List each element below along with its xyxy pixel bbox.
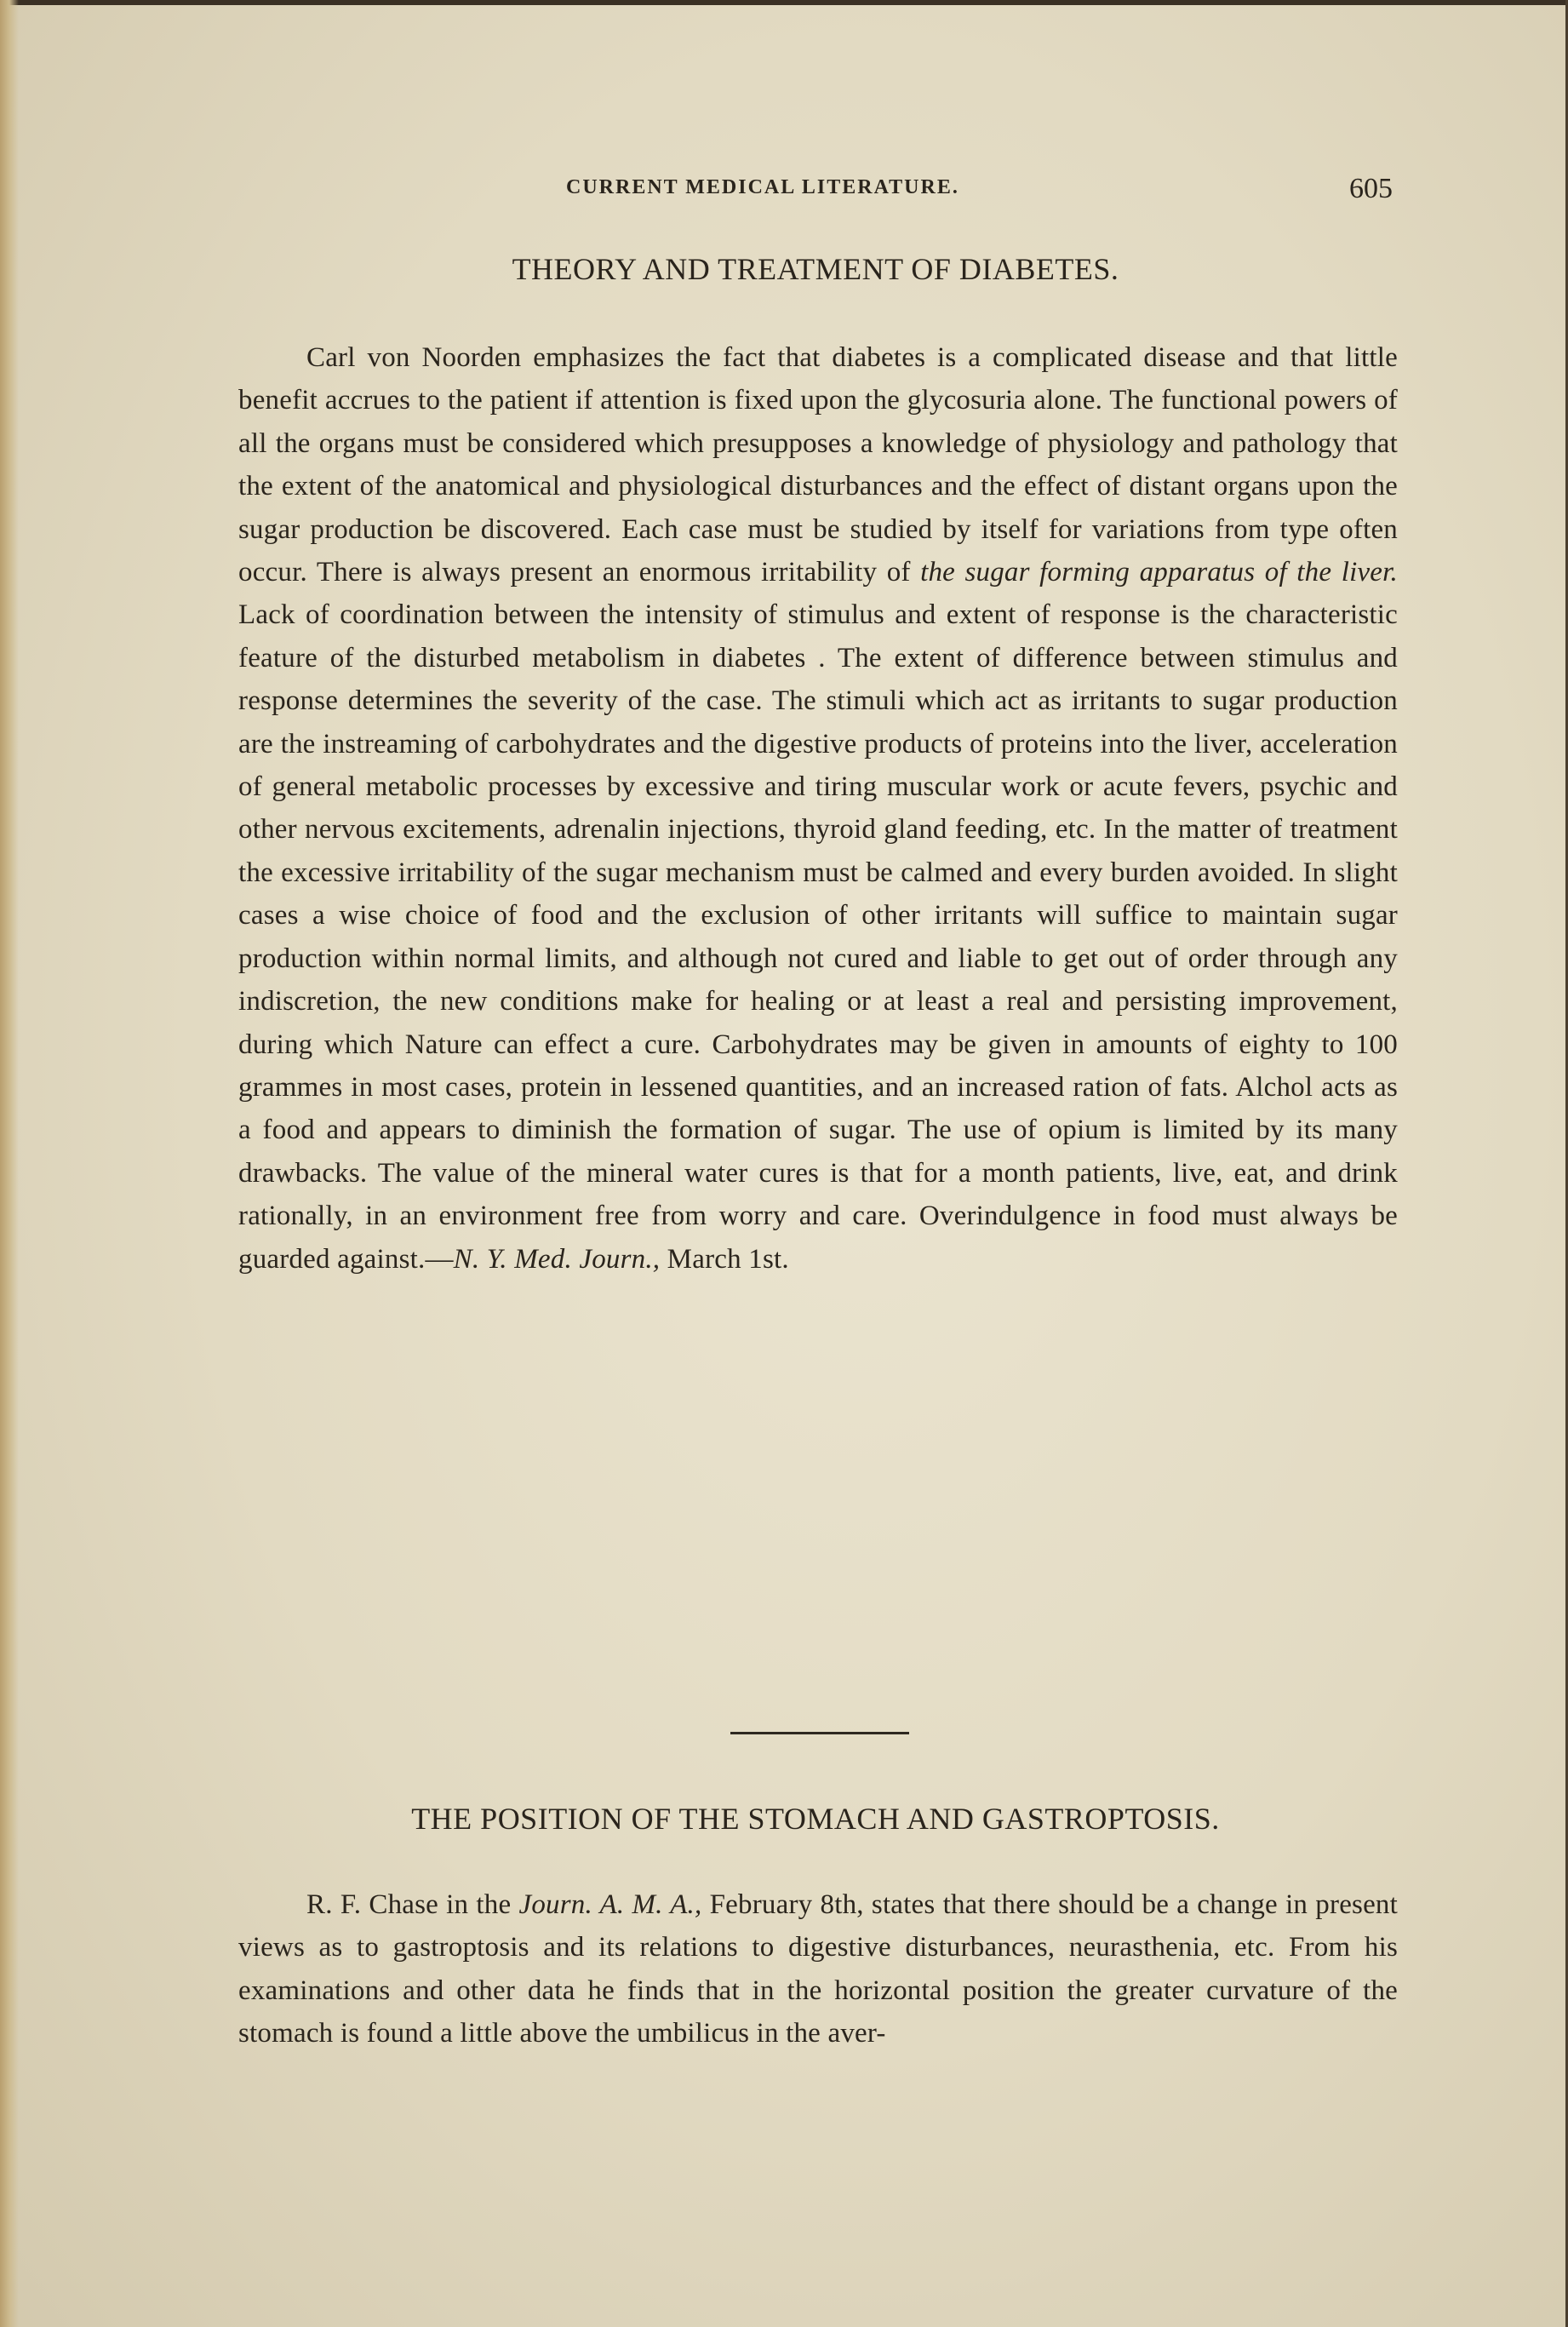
article-body-gastroptosis (238, 1883, 1398, 2055)
body-text-segment: Carl von Noorden emphasizes the fact that diabetes is a complicated disease and that little benefit accrues to the patient if attention is fixed upon the glycosuria alone. The functional powers of all the organs must be considered which presupposes a knowledge of physiology and pathology that the extent of the anatomical and physiological disturbances and the effect of distant organs upon the sugar production be discovered. Each case must be studied by itself for variations from type often occur. There is always present an enormous irritability of (238, 342, 1398, 588)
section-divider (730, 1732, 909, 1734)
article-body-diabetes (238, 336, 1398, 1281)
body-text-segment: February 8th, states that there should be a change in present views as to gastroptosis and its relations to digestive disturbances, neurasthenia, etc. From his examinations and other data he finds that in the horizontal position the greater curvature of the stomach is found a little above the umbilicus in the aver- (238, 1889, 1398, 2049)
running-head (238, 173, 1393, 207)
page-top-edge (0, 0, 1568, 5)
running-head-title: CURRENT MEDICAL LITERATURE. (566, 176, 959, 198)
italic-phrase: the sugar forming apparatus of the liver. (920, 557, 1398, 588)
article-title-diabetes: THEORY AND TREATMENT OF DIABETES. (512, 252, 1119, 286)
body-text-segment: R. F. Chase in the (306, 1889, 519, 1920)
citation-journal: N. Y. Med. Journ., (453, 1243, 661, 1275)
page-binding-edge (0, 0, 19, 2327)
citation-journal: Journ. A. M. A., (518, 1889, 702, 1920)
citation-date: March 1st. (660, 1243, 789, 1275)
body-text-segment: Lack of coordination between the intensity of stimulus and extent of response is the characteristic feature of the disturbed metabolism in diabetes . The extent of difference between stimulus and response determines the severity of the case. The stimuli which act as irritants to sugar production are the instreaming of carbohydrates and the digestive products of proteins into the liver, acceleration of general metabolic processes by excessive and tiring muscular work or acute fevers, psychic and other nervous excitements, adrenalin injections, thyroid gland feeding, etc. In the matter of treatment the excessive irritability of the sugar mechanism must be calmed and every burden avoided. In slight cases a wise choice of food and the exclusion of other irritants will suffice to maintain sugar production within normal limits, and although not cured and liable to get out of order through any indiscretion, the new conditions make for healing or at least a real and persisting improvement, during which Nature can effect a cure. Carbohydrates may be given in amounts of eighty to 100 grammes in most cases, protein in lessened quantities, and an increased ration of fats. Alchol acts as a food and appears to diminish the formation of sugar. The use of opium is limited by its many drawbacks. The value of the mineral water cures is that for a month patients, live, eat, and drink rationally, in an environment free from worry and care. Overindulgence in food must always be guarded against.— (238, 599, 1398, 1275)
article-title-gastroptosis: THE POSITION OF THE STOMACH AND GASTROPTOSIS. (411, 1802, 1220, 1836)
page-number: 605 (1349, 173, 1393, 204)
